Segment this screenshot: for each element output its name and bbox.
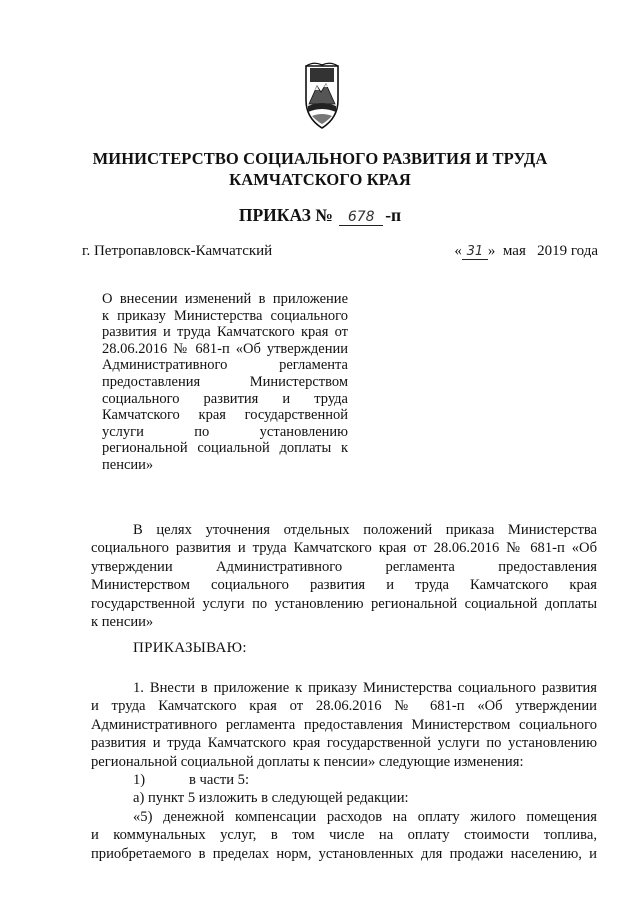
- subject-line: к приказу Министерства социального: [102, 307, 348, 324]
- ministry-line-2: КАМЧАТСКОГО КРАЯ: [229, 170, 411, 189]
- quote-line: и коммунальных услуг, в том числе на оплату стоимости топлива,: [91, 827, 597, 844]
- quote-line: «5) денежной компенсации расходов на оплату жилого помещения: [133, 808, 597, 825]
- subject-line: Административного регламента: [102, 357, 348, 374]
- ministry-name: [90, 148, 550, 190]
- item-line: региональной социальной доплаты к пенсии» следующие изменения:: [91, 753, 524, 770]
- order-date: [454, 243, 598, 260]
- date-day: 31: [462, 244, 488, 260]
- preamble-line: государственной услуги по установлению региональной социальной доплаты: [91, 595, 597, 612]
- subitem-text: в части 5:: [189, 772, 250, 789]
- preamble-line: социального развития и труда Камчатского края от 28.06.2016 № 681-п «Об: [91, 540, 597, 557]
- quote-line: приобретаемого в пределах норм, установленных для продажи населению, и: [91, 845, 597, 862]
- date-open-quote: «: [454, 243, 462, 259]
- subject-line: предоставления Министерством: [102, 373, 348, 390]
- order-subject: [102, 291, 348, 474]
- order-word: ПРИКАЗ №: [238, 205, 333, 225]
- preamble-line: Министерством социального развития и труда Камчатского края: [91, 577, 597, 594]
- subject-line: О внесении изменений в приложение: [102, 291, 348, 307]
- decree-items: [91, 679, 597, 863]
- item-line: 1. Внести в приложение к приказу Министерства социального развития: [133, 680, 597, 696]
- preamble-line: утверждении Административного регламента предоставления: [91, 558, 597, 575]
- date-close-quote: »: [487, 243, 496, 259]
- item-line: развития и труда Камчатского края государственной услуги по установлению: [91, 735, 597, 752]
- kamchatka-coat-of-arms-icon: [300, 60, 344, 132]
- decree-word: ПРИКАЗЫВАЮ:: [133, 640, 247, 656]
- subitem-1: [91, 771, 597, 789]
- subject-line: социального развития и труда: [102, 390, 348, 407]
- subject-line: развития и труда Камчатского края от: [102, 324, 348, 341]
- preamble-paragraph: [91, 521, 597, 631]
- item-line: и труда Камчатского края от 28.06.2016 № 681-п «Об утверждении: [91, 698, 597, 715]
- subitem-number: 1): [133, 772, 146, 789]
- subitem-a: а) пункт 5 изложить в следующей редакции:: [133, 790, 409, 807]
- order-number: 678: [339, 209, 383, 226]
- item-line: Административного регламента предоставления Министерством социального: [91, 716, 597, 733]
- order-suffix: -п: [385, 205, 402, 225]
- place: г. Петропавловск-Камчатский: [82, 243, 273, 259]
- subject-line: пенсии»: [102, 456, 154, 473]
- preamble-line: к пенсии»: [91, 614, 154, 631]
- ministry-line-1: МИНИСТЕРСТВО СОЦИАЛЬНОГО РАЗВИТИЯ И ТРУДА: [92, 149, 548, 168]
- preamble-line: В целях уточнения отдельных положений приказа Министерства: [133, 522, 597, 538]
- subject-line: региональной социальной доплаты к: [102, 440, 348, 457]
- subject-line: Камчатского края государственной: [102, 407, 348, 424]
- order-title: [0, 205, 640, 226]
- subject-line: услуги по установлению: [102, 423, 348, 440]
- subject-line: 28.06.2016 № 681-п «Об утверждении: [102, 340, 348, 357]
- date-rest: мая 2019 года: [495, 243, 598, 259]
